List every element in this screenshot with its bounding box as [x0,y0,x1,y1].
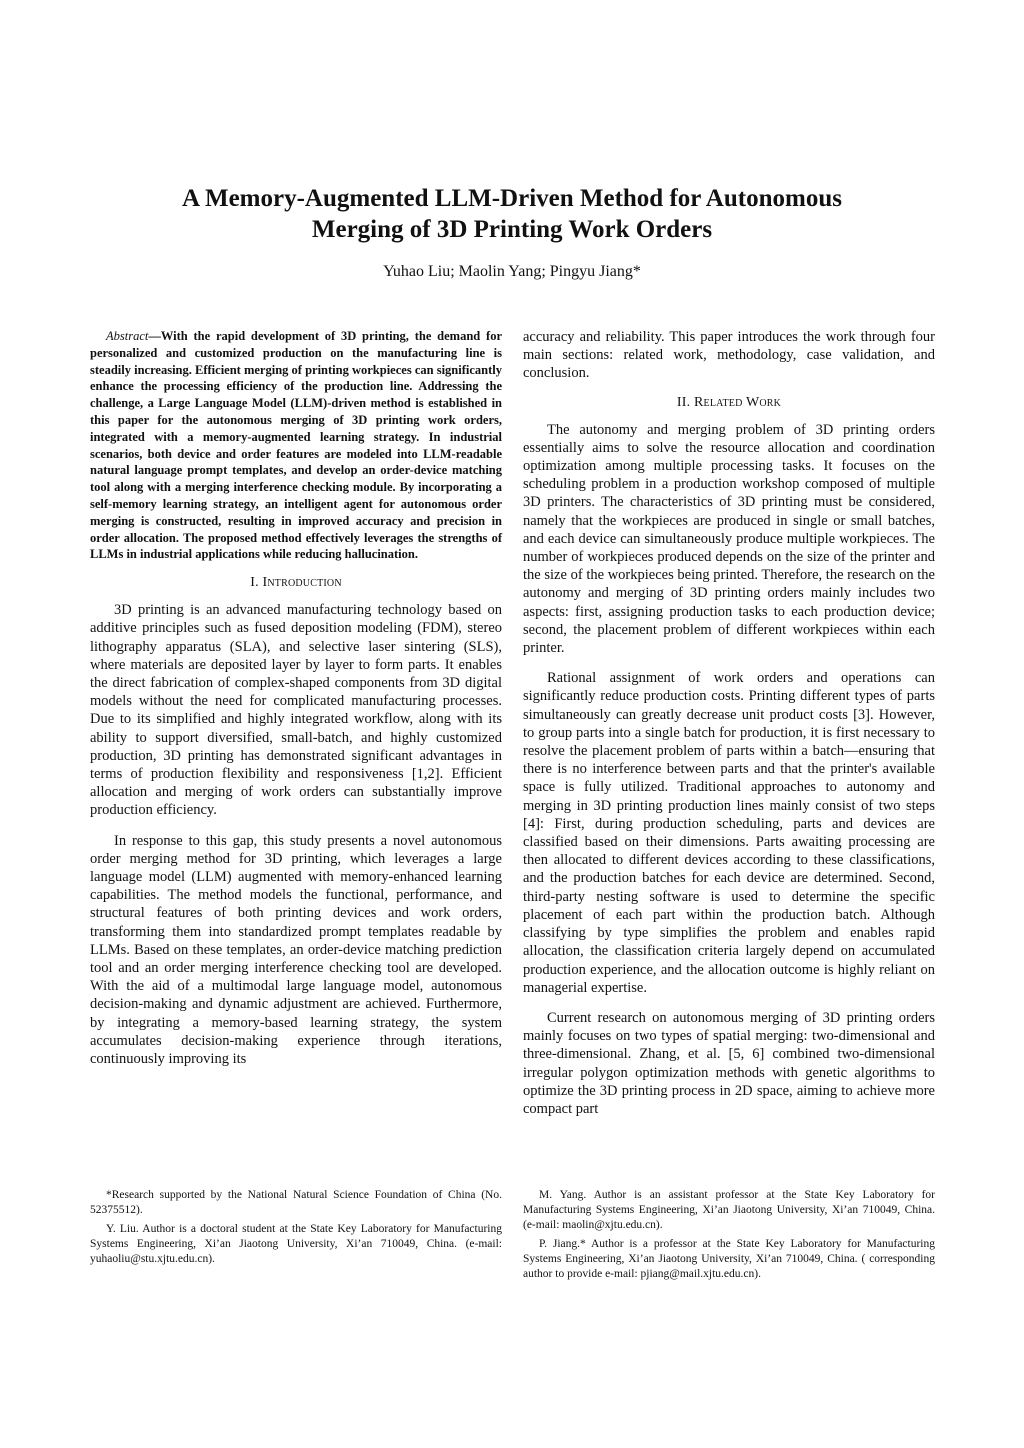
section-number: II. [676,394,691,410]
title-line-2: Merging of 3D Printing Work Orders [311,216,713,243]
section-number: I. [250,575,259,591]
abstract-text: —With the rapid development of 3D printing, the demand for personalized and customized production on the manufacturing line is steadily increasing. Efficient merging of printing workpieces can significantly enhance the processing efficiency of the production line. Addressing the challenge, a Large Language Model (LLM)-driven method is established in this paper for the autonomous merging of 3D printing work orders, integrated with a memory-augmented learning strategy. In industrial scenarios, both device and order features are modeled into LLM-readable natural language prompt templates, and develop an order-device matching tool along with a merging interference checking module. By incorporating a self-memory learning strategy, an intelligent agent for autonomous order merging is constructed, resulting in improved accuracy and precision in order allocation. The proposed method effectively leverages the strengths of LLMs in industrial applications while reducing hallucination. [90,329,502,562]
abstract-label: Abstract [106,329,149,343]
paper-title [90,183,934,245]
intro-paragraph-2-continued: accuracy and reliability. This paper introduces the work through four main sections: related work, methodology, case validation, and conclusion. [523,329,935,382]
footnote-author-yang: M. Yang. Author is an assistant professor at the State Key Laboratory for Manufacturing Systems Engineering, Xi’an Jiaotong University, Xi’an 710049, China. (e-mail: maolin@xjtu.edu.cn). [523,1189,935,1231]
footnote-author-jiang: P. Jiang.* Author is a professor at the State Key Laboratory for Manufacturing Systems Engineering, Xi’an Jiaotong University, Xi’an 710049, China. ( corresponding author to provide e-mail: pjiang@mail.xjtu.edu.cn). [523,1238,935,1280]
related-paragraph-2: Rational assignment of work orders and operations can significantly reduce production costs. Printing different types of parts simultaneously can greatly decrease unit product costs [3]. However, to group parts into a single batch for production, it is first necessary to resolve the placement problem of parts within a batch—ensuring that there is no interference between parts and that the printer's available space is fully utilized. Traditional approaches to autonomy and merging in 3D printing production lines mainly consist of two steps [4]: First, during production scheduling, parts and devices are classified based on their dimensions. Parts awaiting processing are then allocated to different devices according to these classifications, and the production batches for each device are determined. Second, third-party nesting software is used to determine the specific placement of each part within the production batch. Although classifying by type simplifies the problem and enables rapid allocation, the classification criteria largely depend on accumulated production experience, and the allocation outcome is highly reliant on managerial expertise. [523,670,935,996]
footnotes-right [523,1188,935,1286]
section-heading-introduction [90,575,502,591]
footnotes-left [90,1188,502,1271]
section-title: Related Work [694,394,782,410]
intro-paragraph-2: In response to this gap, this study presents a novel autonomous order merging method for 3D printing, which leverages a large language model (LLM) augmented with memory-enhanced learning capabilities. The method models the functional, performance, and structural features of both printing devices and work orders, transforming them into standardized prompt templates readable by LLMs. Based on these templates, an order-device matching prediction tool and an order merging interference checking tool are developed. With the aid of a multimodal large language model, autonomous decision-making and dynamic adjustment are achieved. Furthermore, by integrating a memory-based learning strategy, the system accumulates decision-making experience through iterations, continuously improving its [90,832,502,1068]
author-list: Yuhao Liu; Maolin Yang; Pingyu Jiang* [383,263,641,280]
related-paragraph-1: The autonomy and merging problem of 3D printing orders essentially aims to solve the resource allocation and coordination optimization among multiple processing tasks. It focuses on the scheduling problem in a production workshop composed of multiple 3D printers. The characteristics of 3D printing must be considered, namely that the workpieces are produced in single or small batches, and each device can simultaneously produce multiple workpieces. The number of workpieces produced depends on the size of the printer and the size of the workpieces being printed. Therefore, the research on the autonomy and merging of 3D printing orders mainly includes two aspects: first, assigning production tasks to each production device; second, the placement problem of different workpieces within each printer. [523,421,935,657]
intro-paragraph-1: 3D printing is an advanced manufacturing technology based on additive principles such as fused deposition modeling (FDM), stereo lithography apparatus (SLA), and selective laser sintering (SLS), where materials are deposited layer by layer to form parts. It enables the direct fabrication of complex-shaped components from 3D digital models without the need for complicated manufacturing processes. Due to its simplified and highly integrated workflow, along with its ability to support diversified, small-batch, and highly customized production, 3D printing has demonstrated significant advantages in terms of production flexibility and responsiveness [1,2]. Efficient allocation and merging of work orders can substantially improve production efficiency. [90,602,502,819]
section-title: Introduction [262,575,342,591]
right-column [523,328,935,1130]
left-column [90,328,502,1080]
section-heading-related-work [523,395,935,411]
title-line-1: A Memory-Augmented LLM-Driven Method for Autonomous [182,185,842,212]
footnote-author-liu: Y. Liu. Author is a doctoral student at the State Key Laboratory for Manufacturing Systems Engineering, Xi’an Jiaotong University, Xi’an 710049, China. (e-mail: yuhaoliu@stu.xjtu.edu.cn). [90,1223,502,1265]
abstract [90,328,502,563]
footnote-funding: *Research supported by the National Natural Science Foundation of China (No. 52375512). [90,1189,502,1216]
related-paragraph-3: Current research on autonomous merging of 3D printing orders mainly focuses on two types of spatial merging: two-dimensional and three-dimensional. Zhang, et al. [5, 6] combined two-dimensional irregular polygon optimization methods with genetic algorithms to optimize the 3D printing process in 2D space, aiming to achieve more compact part [523,1009,935,1117]
